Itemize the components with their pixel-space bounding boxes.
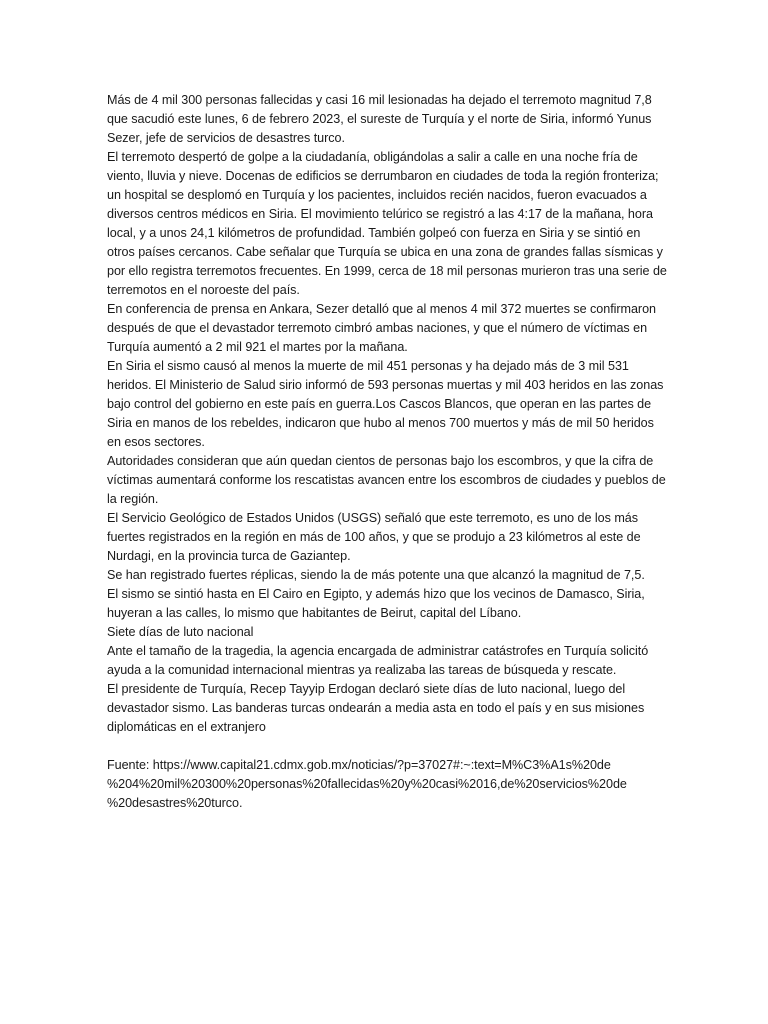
paragraph-usgs: El Servicio Geológico de Estados Unidos (USGS) señaló que este terremoto, es uno de los más fuertes registrados en la región en más de 100 años, y que se produjo a 23 kilómetros al este de Nurdagi, en la provincia turca de Gaziantep.: [107, 511, 641, 563]
paragraph-felt-regions: El sismo se sintió hasta en El Cairo en Egipto, y además hizo que los vecinos de Damasco, Siria, huyeran a las calles, lo mismo que habitantes de Beirut, capital del Líbano.: [107, 587, 645, 620]
source-line: Fuente: https://www.capital21.cdmx.gob.mx/noticias/?p=37027#:~:text=M%C3%A1s%20de: [107, 758, 611, 772]
paragraph-ankara-conference: En conferencia de prensa en Ankara, Sezer detalló que al menos 4 mil 372 muertes se confirmaron después de que el devastador terremoto cimbró ambas naciones, y que el número de víctimas en Turquía aumentó a 2 mil 921 el martes por la mañana.: [107, 302, 656, 354]
paragraph-intro: Más de 4 mil 300 personas fallecidas y casi 16 mil lesionadas ha dejado el terremoto magnitud 7,8 que sacudió este lunes, 6 de febrero 2023, el sureste de Turquía y el norte de Siria, informó Yunus Sezer, jefe de servicios de desastres turco.: [107, 93, 652, 145]
paragraph-aftershocks: Se han registrado fuertes réplicas, siendo la de más potente una que alcanzó la magnitud de 7,5.: [107, 568, 645, 582]
paragraph-earthquake-details: El terremoto despertó de golpe a la ciudadanía, obligándolas a salir a calle en una noche fría de viento, lluvia y nieve. Docenas de edificios se derrumbaron en ciudades de toda la región fronteriza; un hospital se desplomó en Turquía y los pacientes, incluidos recién nacidos, fueron evacuados a diversos centros médicos en Siria. El movimiento telúrico se registró a las 4:17 de la mañana, hora local, y a unos 24,1 kilómetros de profundidad. También golpeó con fuerza en Siria y se sintió en otros países cercanos. Cabe señalar que Turquía se ubica en una zona de grandes fallas sísmicas y por ello registra terremotos frecuentes. En 1999, cerca de 18 mil personas murieron tras una serie de terremotos en el noroeste del país.: [107, 150, 667, 297]
source-citation: [107, 756, 667, 813]
section-heading-mourning: Siete días de luto nacional: [107, 625, 254, 639]
source-line: %20desastres%20turco.: [107, 796, 243, 810]
paragraph-international-aid: Ante el tamaño de la tragedia, la agencia encargada de administrar catástrofes en Turquía solicitó ayuda a la comunidad internacional mientras ya realizaba las tareas de búsqueda y rescate.: [107, 644, 649, 677]
source-line: %204%20mil%20300%20personas%20fallecidas%20y%20casi%2016,de%20servicios%20de: [107, 777, 627, 791]
paragraph-national-mourning: El presidente de Turquía, Recep Tayyip Erdogan declaró siete días de luto nacional, luego del devastador sismo. Las banderas turcas ondearán a media asta en todo el país y en sus misiones diplomáticas en el extranjero: [107, 682, 645, 734]
paragraph-authorities: Autoridades consideran que aún quedan cientos de personas bajo los escombros, y que la cifra de víctimas aumentará conforme los rescatistas avancen entre los escombros de ciudades y pueblos de la región.: [107, 454, 666, 506]
paragraph-syria-casualties: En Siria el sismo causó al menos la muerte de mil 451 personas y ha dejado más de 3 mil 531 heridos. El Ministerio de Salud sirio informó de 593 personas muertas y mil 403 heridos en las zonas bajo control del gobierno en este país en guerra.Los Cascos Blancos, que operan en las partes de Siria en manos de los rebeldes, indicaron que hubo al menos 700 muertos y más de mil 50 heridos en esos sectores.: [107, 359, 664, 449]
document-body: [107, 91, 667, 813]
